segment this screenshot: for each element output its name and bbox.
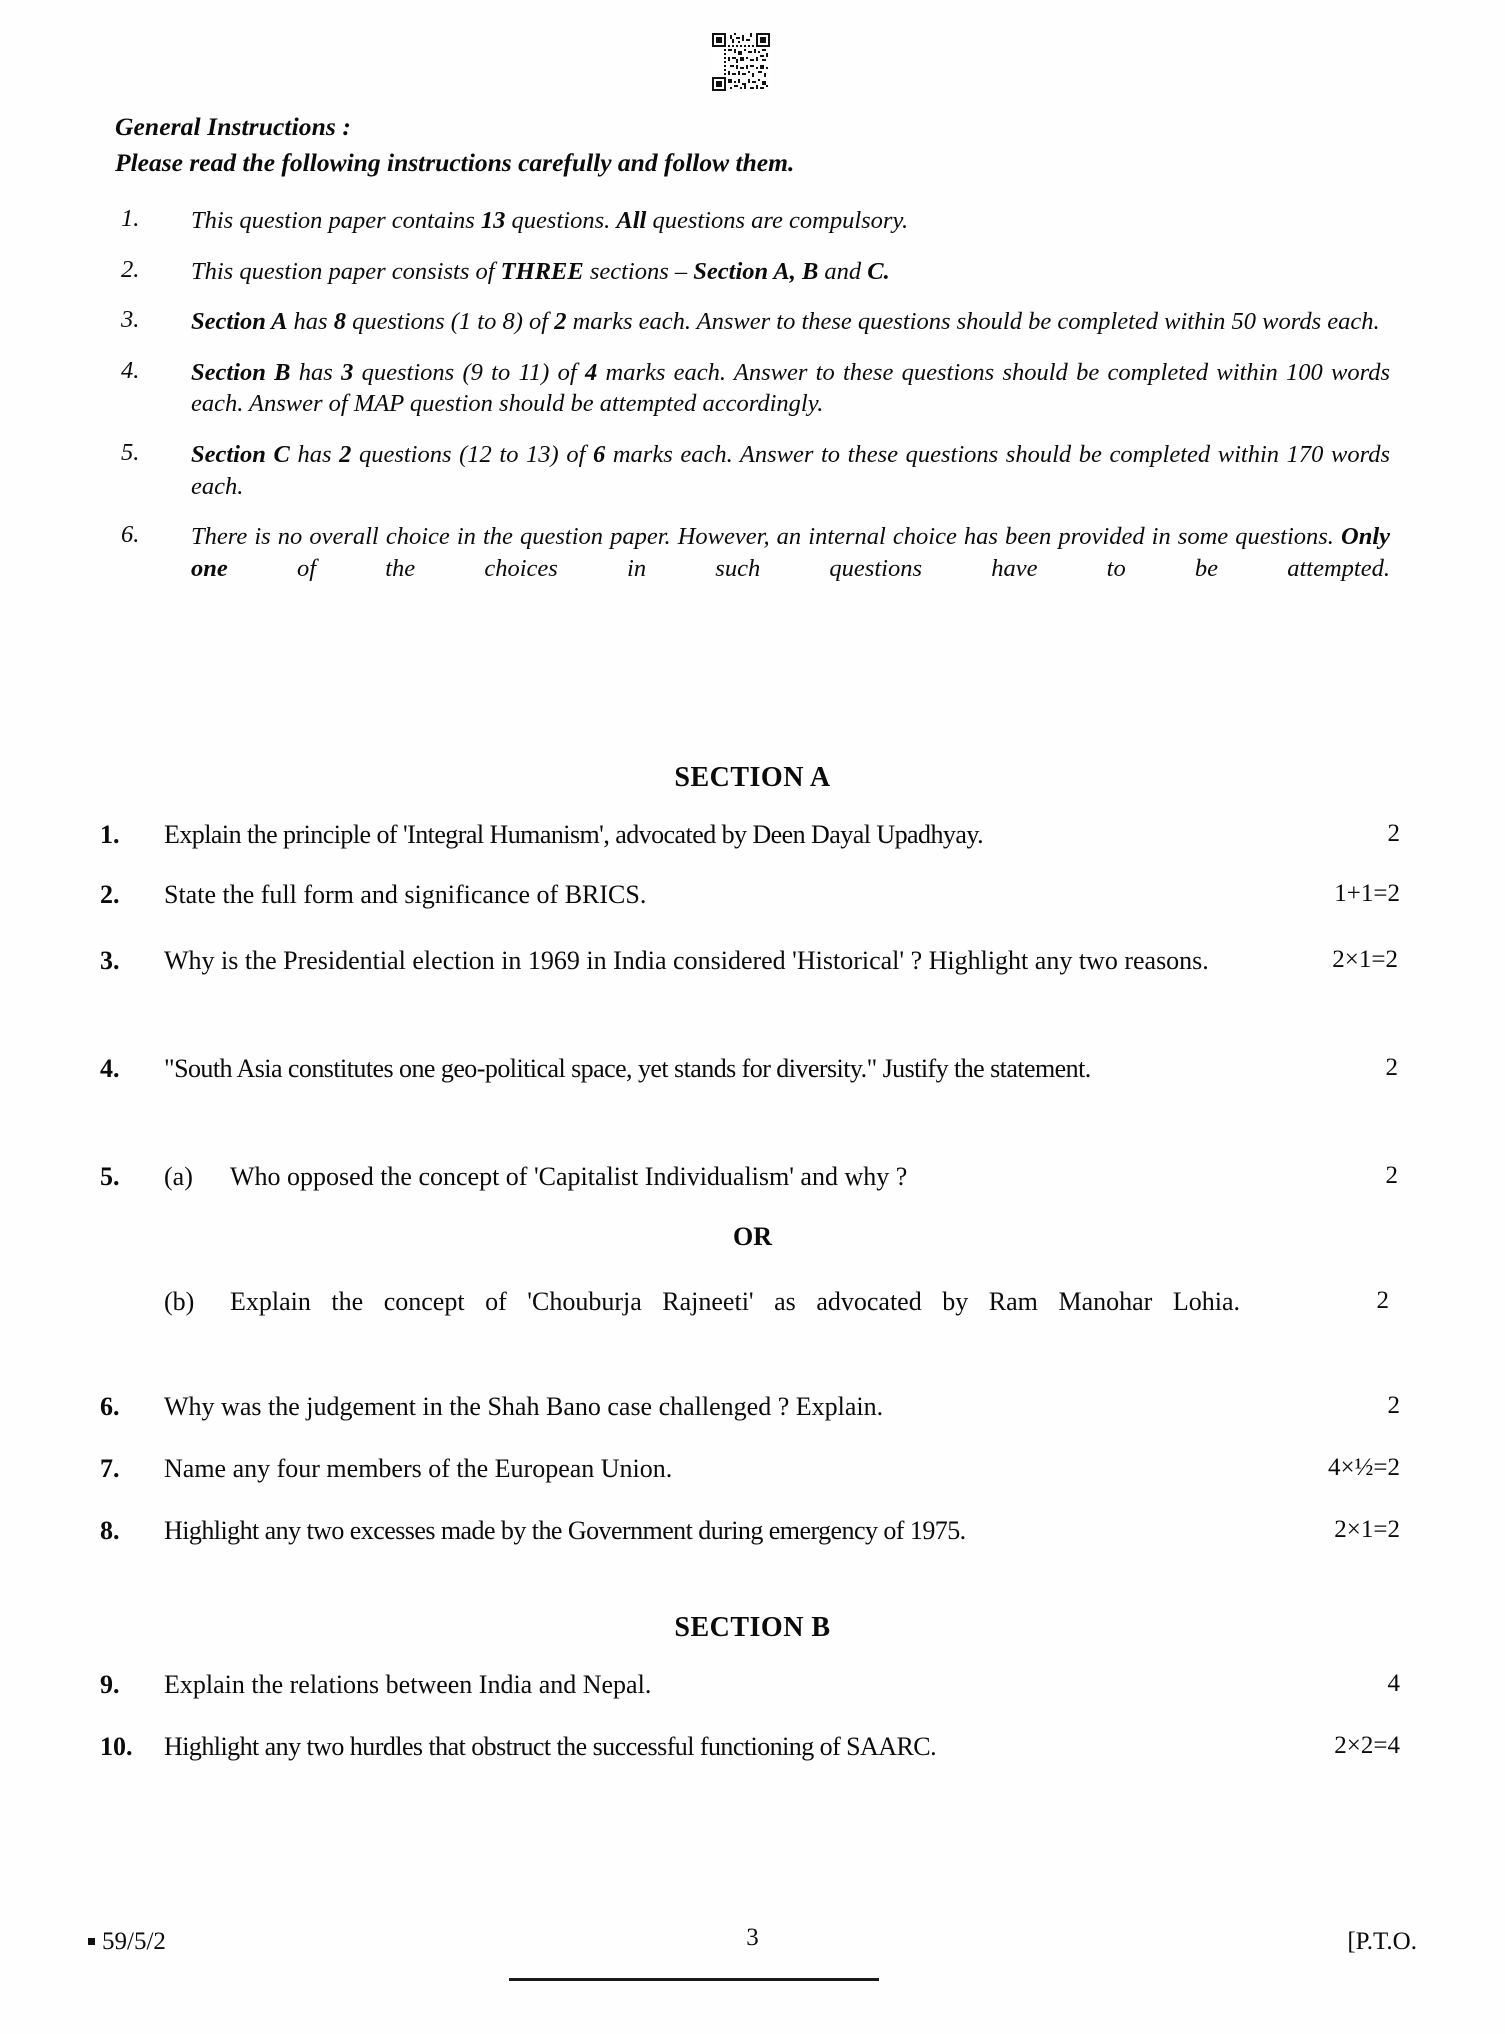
instruction-item [115,205,1390,237]
question-number: 10. [100,1732,133,1761]
general-instructions-title: General Instructions : [115,112,351,141]
instruction-text: There is no overall choice in the question paper. However, an internal choice has been provided in some questions. Only one of the choices in such questions have to be attempted. [191,523,1390,582]
question-sub-label: (b) [164,1287,195,1316]
instruction-number: 2. [121,255,140,283]
question-marks: 4×½=2 [1328,1454,1400,1481]
question-row-3 [100,944,1400,978]
question-number: 1. [100,820,120,849]
question-row-7 [100,1452,1400,1486]
paper-code-text: 59/5/2 [102,1928,166,1955]
question-row-5b [100,1285,1400,1319]
question-text: Explain the relations between India and Nepal. [164,1670,652,1699]
question-row-4 [100,1052,1400,1086]
or-divider-label: OR [733,1222,772,1251]
question-row-2 [100,878,1400,912]
question-text: Explain the principle of 'Integral Humanism', advocated by Deen Dayal Upadhyay. [164,820,984,849]
question-row-8 [100,1514,1400,1548]
question-marks: 2 [1385,1162,1398,1189]
instruction-number: 3. [121,306,140,334]
instruction-text: Section A has 8 questions (1 to 8) of 2 marks each. Answer to these questions should be completed within 50 words each. [191,308,1380,336]
instruction-item [115,439,1390,502]
instruction-text: Section C has 2 questions (12 to 13) of 6 marks each. Answer to these questions should be completed within 170 words each. [191,440,1390,500]
question-number: 8. [100,1516,120,1545]
instruction-text: This question paper contains 13 questions. All questions are compulsory. [191,207,909,234]
question-text: "South Asia constitutes one geo-political space, yet stands for diversity." Justify the statement. [164,1054,1091,1083]
question-text: Why is the Presidential election in 1969 in India considered 'Historical' ? Highlight any two reasons. [164,946,1209,975]
instruction-item [115,256,1390,288]
qr-code-icon [712,33,770,91]
question-marks: 2 [1387,1392,1400,1419]
instruction-number: 5. [121,438,140,466]
instruction-number: 6. [121,521,140,549]
question-sub-label: (a) [164,1162,193,1191]
question-marks: 4 [1387,1670,1400,1697]
question-number: 2. [100,880,120,909]
question-marks: 2×1=2 [1332,946,1398,973]
question-marks: 2×1=2 [1334,1516,1400,1543]
general-instructions-subtitle: Please read the following instructions carefully and follow them. [115,148,795,177]
question-number: 6. [100,1392,120,1421]
question-marks: 1+1=2 [1334,880,1400,907]
question-text: Name any four members of the European Union. [164,1454,673,1483]
question-number: 5. [100,1162,120,1191]
instruction-number: 1. [121,205,140,232]
question-text: Who opposed the concept of 'Capitalist Individualism' and why ? [230,1162,908,1191]
question-text: Highlight any two excesses made by the Government during emergency of 1975. [164,1516,966,1545]
question-text: Why was the judgement in the Shah Bano case challenged ? Explain. [164,1392,884,1421]
section-a-heading: SECTION A [674,762,831,793]
question-number: 3. [100,946,120,975]
instruction-item [115,521,1390,584]
question-marks: 2 [1376,1287,1389,1314]
footer-pto-label: [P.T.O. [1347,1928,1417,1955]
instruction-text: Section B has 3 questions (9 to 11) of 4 marks each. Answer to these questions should be completed within 100 words each. Answer of MAP question should be attempted accordingly. [191,358,1391,418]
question-row-6 [100,1390,1400,1424]
question-marks: 2 [1387,820,1400,847]
question-number: 9. [100,1670,120,1699]
instruction-text: This question paper consists of THREE sections – Section A, B and C. [191,257,890,285]
footer-rule [509,1978,879,1981]
question-marks: 2×2=4 [1334,1732,1400,1759]
instruction-item [115,357,1390,420]
question-row-9 [100,1668,1400,1702]
question-text: State the full form and significance of BRICS. [164,880,647,909]
question-text: Explain the concept of 'Chouburja Rajneeti' as advocated by Ram Manohar Lohia. [230,1287,1240,1316]
question-row-1 [100,818,1400,852]
section-b-heading: SECTION B [674,1612,831,1643]
footer-page-number: 3 [746,1924,759,1951]
question-row-10 [100,1730,1400,1764]
question-number: 7. [100,1454,120,1483]
question-text: Highlight any two hurdles that obstruct the successful functioning of SAARC. [164,1732,937,1761]
question-marks: 2 [1385,1054,1398,1081]
instructions-list [115,205,1390,603]
question-row-5a [100,1160,1400,1194]
question-number: 4. [100,1054,120,1083]
instruction-number: 4. [121,356,140,384]
instruction-item [115,306,1390,338]
